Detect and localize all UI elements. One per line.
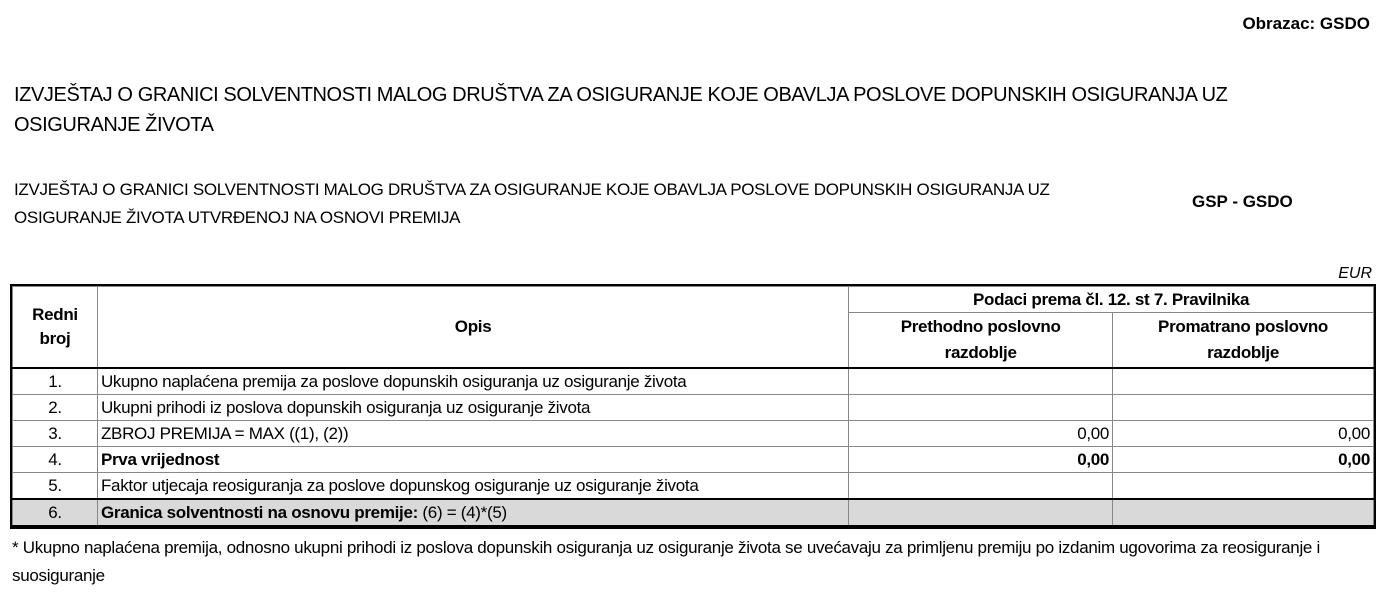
header-redni-broj: Redni broj bbox=[13, 287, 98, 369]
curr-value-cell: 0,00 bbox=[1113, 447, 1374, 473]
table-row bbox=[13, 447, 1374, 473]
curr-value-cell[interactable] bbox=[1113, 395, 1374, 421]
row-number: 4. bbox=[13, 447, 98, 473]
prev-value-cell bbox=[849, 499, 1113, 526]
header-prev: Prethodno poslovno razdoblje bbox=[849, 313, 1113, 369]
row-number: 2. bbox=[13, 395, 98, 421]
table-row bbox=[13, 473, 1374, 500]
curr-value-cell: 0,00 bbox=[1113, 421, 1374, 447]
currency-label: EUR bbox=[1338, 265, 1372, 282]
header-opis: Opis bbox=[97, 287, 848, 369]
prev-value-cell[interactable] bbox=[849, 368, 1113, 395]
row-description: Prva vrijednost bbox=[97, 447, 848, 473]
prev-value-cell[interactable] bbox=[849, 395, 1113, 421]
prev-value-cell: 0,00 bbox=[849, 447, 1113, 473]
table-row bbox=[13, 421, 1374, 447]
solvency-table bbox=[12, 286, 1374, 527]
sub-code: GSP - GSDO bbox=[1192, 192, 1293, 211]
curr-value-cell[interactable] bbox=[1113, 368, 1374, 395]
curr-value-cell[interactable] bbox=[1113, 473, 1374, 500]
main-title: IZVJEŠTAJ O GRANICI SOLVENTNOSTI MALOG DRUŠTVA ZA OSIGURANJE KOJE OBAVLJA POSLOVE DOPUNSKIH OSIGURANJA UZ OSIGURANJE ŽIVOTA bbox=[14, 84, 1228, 136]
row-description: ZBROJ PREMIJA = MAX ((1), (2)) bbox=[97, 421, 848, 447]
row-number: 1. bbox=[13, 368, 98, 395]
row-description bbox=[97, 499, 848, 526]
row-description-bold: Granica solventnosti na osnovu premije: bbox=[100, 502, 418, 522]
row-number: 6. bbox=[13, 499, 98, 526]
sub-title: IZVJEŠTAJ O GRANICI SOLVENTNOSTI MALOG DRUŠTVA ZA OSIGURANJE KOJE OBAVLJA POSLOVE DOPUNSKIH OSIGURANJA UZ OSIGURANJE ŽIVOTA UTVRĐENOJ NA OSNOVI PREMIJA bbox=[14, 180, 1050, 227]
form-code: Obrazac: GSDO bbox=[1242, 14, 1370, 33]
table-row bbox=[13, 368, 1374, 395]
row-number: 3. bbox=[13, 421, 98, 447]
row-description-formula: (6) = (4)*(5) bbox=[418, 502, 507, 522]
header-group: Podaci prema čl. 12. st 7. Pravilnika bbox=[849, 287, 1374, 313]
curr-value-cell bbox=[1113, 499, 1374, 526]
prev-value-cell: 0,00 bbox=[849, 421, 1113, 447]
row-description: Ukupno naplaćena premija za poslove dopunskih osiguranja uz osiguranje života bbox=[97, 368, 848, 395]
footnote: * Ukupno naplaćena premija, odnosno ukupni prihodi iz poslova dopunskih osiguranja uz osiguranje života se uvećavaju za primljenu premiju po izdanim ugovorima za reosiguranje i suosiguranje bbox=[12, 538, 1320, 585]
table-row bbox=[13, 395, 1374, 421]
row-description: Faktor utjecaja reosiguranja za poslove dopunskog osiguranje uz osiguranje života bbox=[97, 473, 848, 500]
prev-value-cell[interactable] bbox=[849, 473, 1113, 500]
table-row-total bbox=[13, 499, 1374, 526]
header-curr: Promatrano poslovno razdoblje bbox=[1113, 313, 1374, 369]
row-description: Ukupni prihodi iz poslova dopunskih osiguranja uz osiguranje života bbox=[97, 395, 848, 421]
row-number: 5. bbox=[13, 473, 98, 500]
